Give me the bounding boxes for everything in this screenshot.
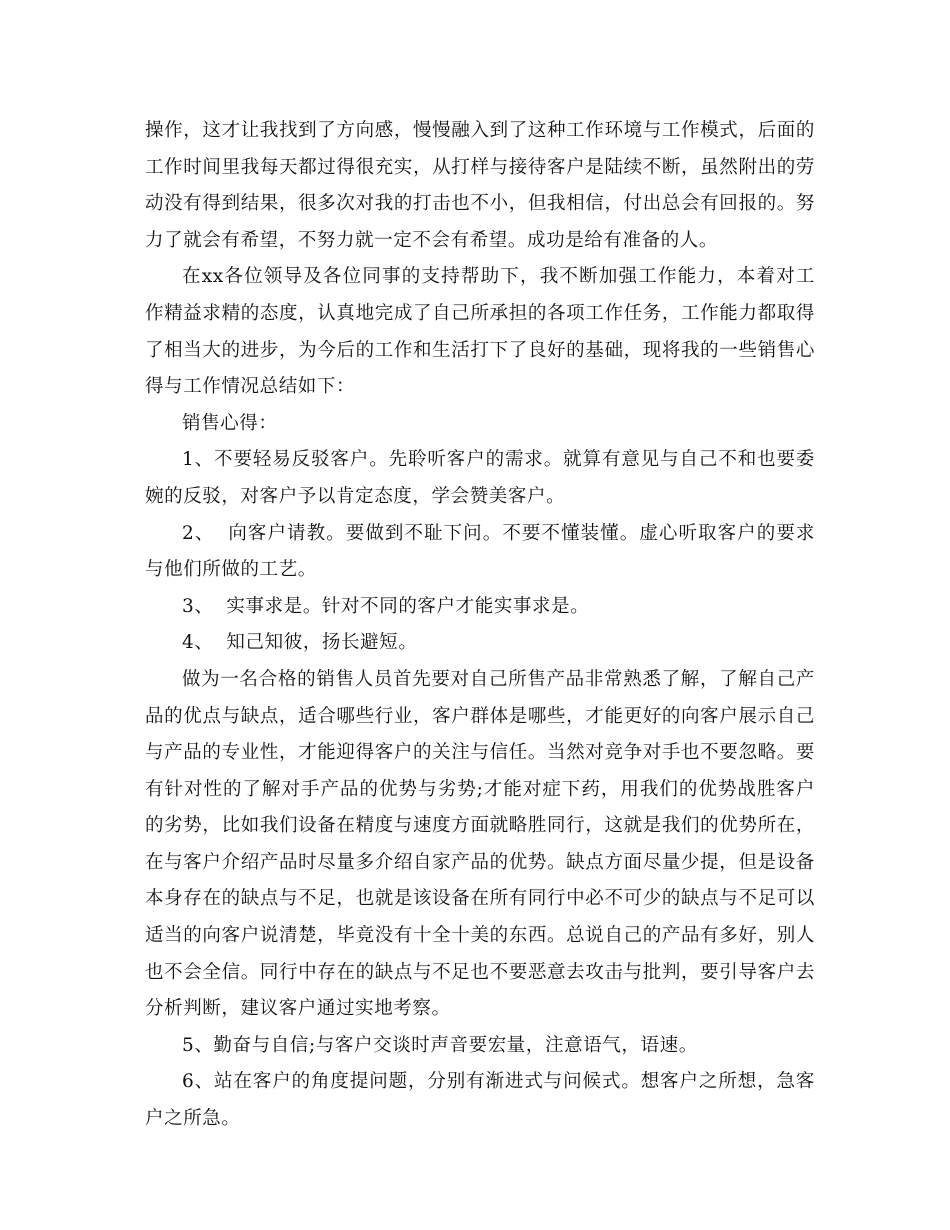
- list-item-1: 1、不要轻易反驳客户。先聆听客户的需求。就算有意见与自己不和也要委婉的反驳，对客户予以肯定态度，学会赞美客户。: [145, 449, 815, 507]
- paragraph-product-knowledge: 做为一名合格的销售人员首先要对自己所售产品非常熟悉了解，了解自己产品的优点与缺点，适合哪些行业，客户群体是哪些，才能更好的向客户展示自己与产品的专业性，才能迎得客户的关注与信任。当然对竞争对手也不要忽略。要有针对性的了解对手产品的优势与劣势;才能对症下药，用我们的优势战胜客户的劣势，比如我们设备在精度与速度方面就略胜同行，这就是我们的优势所在，在与客户介绍产品时尽量多介绍自家产品的优势。缺点方面尽量少提，但是设备本身存在的缺点与不足，也就是该设备在所有同行中必不可少的缺点与不足可以适当的向客户说清楚，毕竟没有十全十美的东西。总说自己的产品有多好，别人也不会全信。同行中存在的缺点与不足也不要恶意去攻击与批判，要引导客户去分析判断，建议客户通过实地考察。: [145, 668, 815, 1020]
- section-heading-sales-insights: 销售心得：: [182, 412, 278, 434]
- paragraph-continuation: 操作，这才让我找到了方向感，慢慢融入到了这种工作环境与工作模式，后面的工作时间里我每天都过得很充实，从打样与接待客户是陆续不断，虽然附出的劳动没有得到结果，很多次对我的打击也不小，但我相信，付出总会有回报的。努力了就会有希望，不努力就一定不会有希望。成功是给有准备的人。: [145, 120, 815, 251]
- document-body: [145, 113, 815, 1138]
- list-item-4: 4、 知己知彼，扬长避短。: [182, 632, 418, 654]
- paragraph-intro: 在xx各位领导及各位同事的支持帮助下，我不断加强工作能力，本着对工作精益求精的态度，认真地完成了自己所承担的各项工作任务，工作能力都取得了相当大的进步，为今后的工作和生活打下了良好的基础，现将我的一些销售心得与工作情况总结如下：: [145, 266, 815, 398]
- list-item-3: 3、 实事求是。针对不同的客户才能实事求是。: [182, 595, 590, 617]
- list-item-6: 6、站在客户的角度提问题，分别有渐进式与问候式。想客户之所想，急客户之所急。: [145, 1071, 815, 1130]
- list-item-5: 5、勤奋与自信;与客户交谈时声音要宏量，注意语气，语速。: [182, 1034, 698, 1056]
- list-item-2: 2、 向客户请教。要做到不耻下问。不要不懂装懂。虚心听取客户的要求与他们所做的工艺。: [145, 522, 815, 581]
